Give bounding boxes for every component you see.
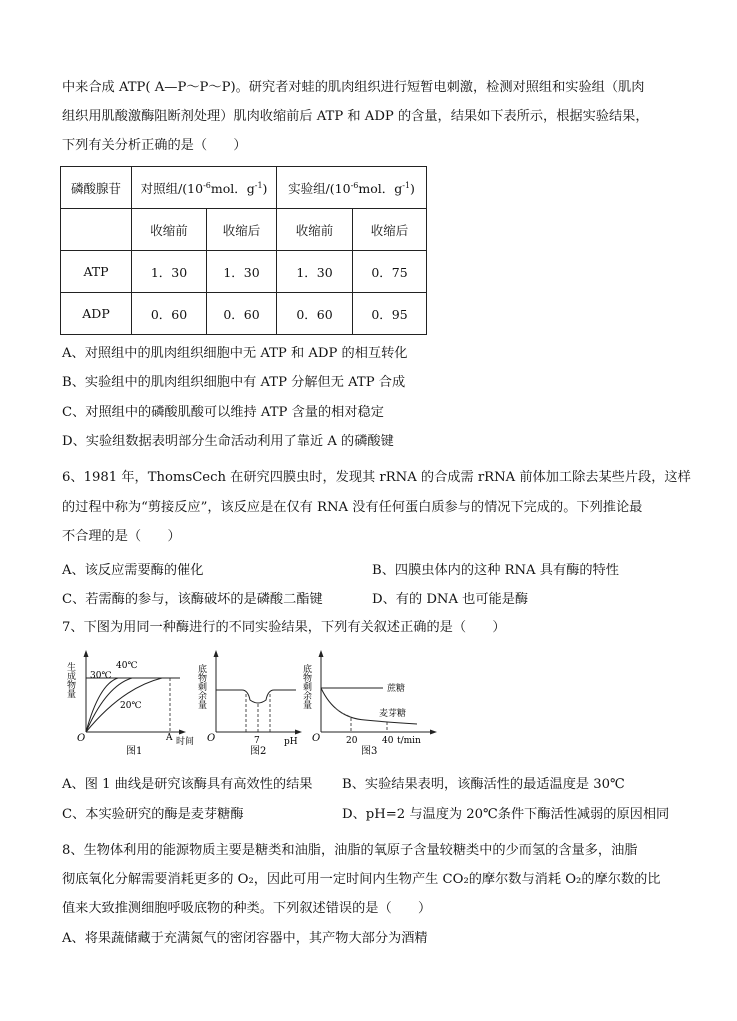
fig3-tick-40: 40 [382,736,394,746]
header-phosphate: 磷酸腺苷 [61,167,132,209]
q6-line-1: 6、1981 年，ThomsCech 在研究四膜虫时，发现其 rRNA 的合成需 rRNA 前体加工除去某些片段，这样 [62,470,691,485]
figure-2 [196,648,310,763]
table-row [61,251,427,293]
fig3-label-maltose: 麦芽糖 [379,709,407,719]
q6-option-b: B、四膜虫体内的这种 RNA 具有酶的特性 [372,563,619,578]
header-control: 对照组$/(10^{-6}mol$．$g^{-1}$) [132,167,277,209]
fig3-label-sucrose: 蔗糖 [387,684,406,694]
fig2-tick-7: 7 [254,736,260,746]
q6-line-3: 不合理的是（ ） [62,529,181,544]
q5-option-d: D、实验组数据表明部分生命活动利用了靠近 A 的磷酸键 [62,434,394,449]
table-cell: 1．30 [132,251,207,293]
fig3-tick-20: 20 [346,736,358,746]
atp-adp-table [60,166,427,335]
q6-option-c: C、若需酶的参与，该酶破坏的是磷酸二酯键 [62,592,323,607]
row-label: ATP [61,251,132,293]
row-label: ADP [61,293,132,335]
fig2-caption: 图2 [250,746,267,757]
q5-option-c: C、对照组中的磷酸肌酸可以维持 ATP 含量的相对稳定 [62,405,384,420]
table-cell: 0．60 [207,293,277,335]
q5-option-a: A、对照组中的肌肉组织细胞中无 ATP 和 ADP 的相互转化 [62,346,408,361]
subheader-cell: 收缩前 [277,209,353,251]
header-experiment: 实验组$/(10^{-6}mol$．$g^{-1}$) [277,167,427,209]
intro-line-3: 下列有关分析正确的是（ ） [62,138,247,153]
table-cell: 1．30 [277,251,353,293]
fig1-caption: 图1 [126,746,143,757]
table-cell: 0．60 [277,293,353,335]
fig1-label-20: 20℃ [120,701,142,711]
fig2-xlabel: pH [284,737,298,747]
intro-line-2: 组织用肌酸激酶阻断剂处理）肌肉收缩前后 ATP 和 ADP 的含量，结果如下表所示，根据实验结果， [62,109,649,124]
q7-option-b: B、实验结果表明，该酶活性的最适温度是 30℃ [342,777,625,792]
fig1-xlabel: 时间 [176,737,195,747]
q8-line-2: 彻底氧化分解需要消耗更多的 O₂，因此可用一定时间内生物产生 CO₂的摩尔数与消耗 O₂的摩尔数的比 [62,872,661,887]
fig3-origin: O [312,733,321,744]
q7-stem: 7、下图为用同一种酶进行的不同实验结果，下列有关叙述正确的是（ ） [62,620,506,635]
table-header-row [61,167,427,209]
q7-option-c: C、本实验研究的酶是麦芽糖酶 [62,807,244,822]
fig2-ylabel: 底物剩余量 [196,664,206,709]
q8-line-3: 值来大致推测细胞呼吸底物的种类。下列叙述错误的是（ ） [62,901,432,916]
q7-option-d: D、pH=2 与温度为 20℃条件下酶活性减弱的原因相同 [342,807,670,822]
subheader-cell: 收缩后 [207,209,277,251]
fig1-label-40: 40℃ [116,661,138,671]
fig1-a: A [166,733,173,743]
q6-option-a: A、该反应需要酶的催化 [62,563,204,578]
q6-option-d: D、有的 DNA 也可能是酶 [372,592,529,607]
fig1-label-30: 30℃ [90,671,112,681]
fig1-ylabel: 生成物量 [65,662,75,698]
table-cell: 1．30 [207,251,277,293]
table-row [61,293,427,335]
figure-1 [64,648,204,763]
q5-option-b: B、实验组中的肌肉组织细胞中有 ATP 分解但无 ATP 合成 [62,375,406,390]
table-cell: 0．75 [353,251,427,293]
fig3-xlabel: t/min [397,736,421,746]
q7-option-a: A、图 1 曲线是研究该酶具有高效性的结果 [62,777,313,792]
q8-option-a: A、将果蔬储藏于充满氮气的密闭容器中，其产物大部分为酒精 [62,931,428,946]
intro-line-1: 中来合成 ATP( A—P～P～P)。研究者对蛙的肌肉组织进行短暂电刺激，检测对照组和实验组（肌肉 [62,80,645,95]
subheader-cell: 收缩后 [353,209,427,251]
table-cell: 0．60 [132,293,207,335]
fig1-origin: O [77,733,86,744]
q6-line-2: 的过程中称为“剪接反应”，该反应是在仅有 RNA 没有任何蛋白质参与的情况下完成的。下列推论最 [62,500,643,515]
table-cell: 0．95 [353,293,427,335]
fig3-ylabel: 底物剩余量 [301,664,311,709]
figure-3 [301,648,445,763]
fig3-caption: 图3 [361,746,378,757]
table-subheader-row [61,209,427,251]
subheader-cell: 收缩前 [132,209,207,251]
fig2-origin: O [207,733,216,744]
q8-line-1: 8、生物体利用的能源物质主要是糖类和油脂，油脂的氧原子含量较糖类中的少而氢的含量多，油脂 [62,843,638,858]
